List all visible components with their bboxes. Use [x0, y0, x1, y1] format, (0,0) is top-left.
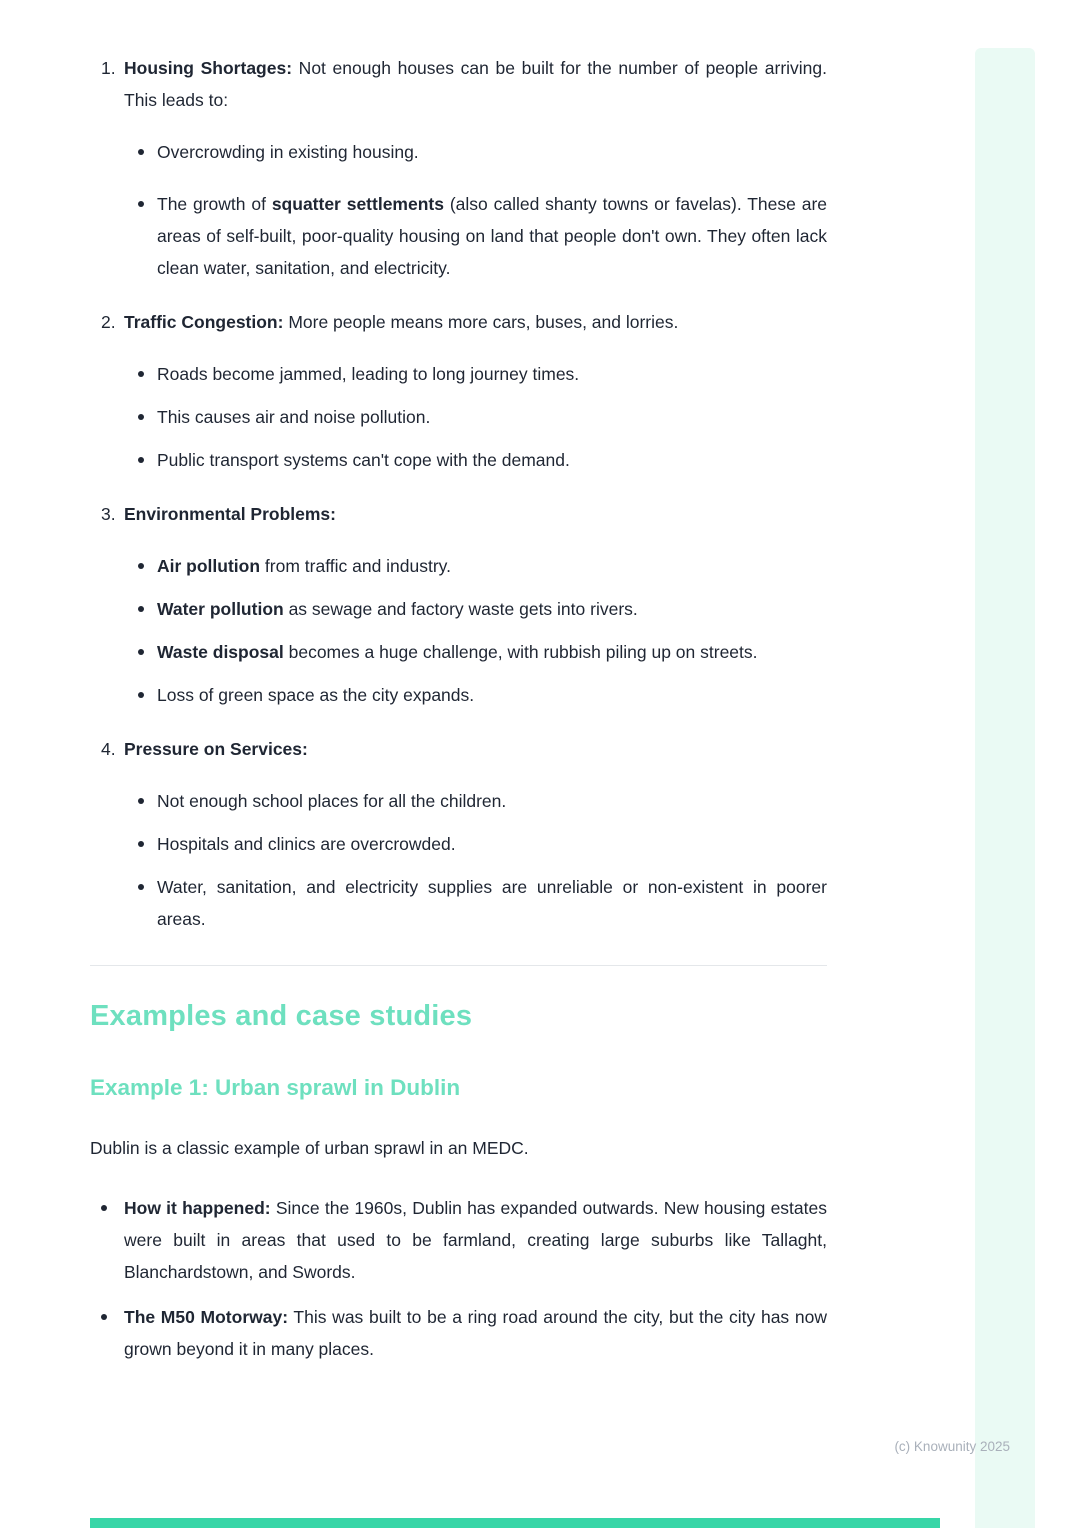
sub-bullet-list	[124, 358, 827, 476]
bold-text: Water pollution	[157, 599, 284, 619]
numbered-item-lead-row	[90, 498, 827, 530]
numbered-item-lead-row	[90, 306, 827, 338]
bold-text: Air pollution	[157, 556, 261, 576]
impacts-numbered-list	[90, 52, 827, 935]
sub-bullet	[124, 358, 827, 390]
sub-bullet	[124, 188, 827, 284]
text-run: becomes a huge challenge, with rubbish piling up on streets.	[283, 642, 758, 662]
bold-text: Environmental Problems:	[124, 504, 336, 524]
item-number: 1.	[101, 58, 116, 78]
bullet-item	[90, 1192, 827, 1288]
sub-bullet	[124, 636, 827, 668]
item-lead	[124, 498, 827, 530]
section-divider	[90, 965, 827, 966]
intro-paragraph: Dublin is a classic example of urban sprawl in an MEDC.	[90, 1138, 529, 1158]
numbered-item	[90, 733, 827, 935]
bold-text: How it happened:	[124, 1198, 271, 1218]
item-lead	[124, 733, 827, 765]
section-heading: Examples and case studies	[90, 1000, 473, 1032]
text-run: This was built to be a ring road around the city, but the city has now grown beyond it in many places.	[124, 1307, 827, 1359]
page-accent-stripe	[975, 48, 1035, 1528]
text-run: as sewage and factory waste gets into rivers.	[283, 599, 638, 619]
sub-bullet	[124, 828, 827, 860]
text-run: Loss of green space as the city expands.	[157, 685, 475, 705]
text-run: Public transport systems can't cope with the demand.	[157, 450, 570, 470]
sub-bullet-list	[124, 550, 827, 711]
sub-bullet	[124, 593, 827, 625]
numbered-item-lead-row	[90, 733, 827, 765]
numbered-item	[90, 306, 827, 476]
bold-text: squatter settlements	[271, 194, 444, 214]
item-number: 4.	[101, 739, 116, 759]
item-number: 2.	[101, 312, 116, 332]
document-content	[90, 0, 827, 1365]
bold-text: Pressure on Services:	[124, 739, 308, 759]
sub-bullet-list	[124, 136, 827, 284]
sub-bullet	[124, 136, 827, 168]
text-run: More people means more cars, buses, and lorries.	[283, 312, 679, 332]
sub-bullet	[124, 444, 827, 476]
numbered-item	[90, 52, 827, 284]
sub-bullet	[124, 785, 827, 817]
bullet-item	[90, 1301, 827, 1365]
item-lead	[124, 306, 827, 338]
bold-text: Waste disposal	[157, 642, 284, 662]
copyright-text: (c) Knowunity 2025	[894, 1439, 1010, 1454]
dublin-bullet-list	[90, 1192, 827, 1365]
bold-text: Housing Shortages:	[124, 58, 293, 78]
text-run: from traffic and industry.	[260, 556, 452, 576]
text-run: Roads become jammed, leading to long journey times.	[157, 364, 580, 384]
sub-bullet	[124, 871, 827, 935]
bold-text: Traffic Congestion:	[124, 312, 284, 332]
text-run: Not enough houses can be built for the number of people arriving. This leads to:	[124, 58, 827, 110]
text-run: Not enough school places for all the children.	[157, 791, 507, 811]
text-run: (also called shanty towns or favelas). These are areas of self-built, poor-quality housing on land that people don't own. They often lack clean water, sanitation, and electricity.	[157, 194, 827, 278]
bold-text: The M50 Motorway:	[124, 1307, 289, 1327]
text-run: Since the 1960s, Dublin has expanded outwards. New housing estates were built in areas that used to be farmland, creating large suburbs like Tallaght, Blanchardstown, and Swords.	[124, 1198, 827, 1282]
text-run: Overcrowding in existing housing.	[157, 142, 419, 162]
item-number: 3.	[101, 504, 116, 524]
item-lead	[124, 52, 827, 116]
sub-bullet	[124, 550, 827, 582]
text-run: The growth of	[157, 194, 272, 214]
text-run: Hospitals and clinics are overcrowded.	[157, 834, 456, 854]
footer-accent-bar	[90, 1518, 940, 1528]
text-run: Water, sanitation, and electricity supplies are unreliable or non-existent in poorer areas.	[157, 877, 827, 929]
numbered-item	[90, 498, 827, 711]
text-run: This causes air and noise pollution.	[157, 407, 431, 427]
sub-bullet-list	[124, 785, 827, 935]
sub-bullet	[124, 401, 827, 433]
subsection-heading: Example 1: Urban sprawl in Dublin	[90, 1075, 461, 1100]
numbered-item-lead-row	[90, 52, 827, 116]
sub-bullet	[124, 679, 827, 711]
